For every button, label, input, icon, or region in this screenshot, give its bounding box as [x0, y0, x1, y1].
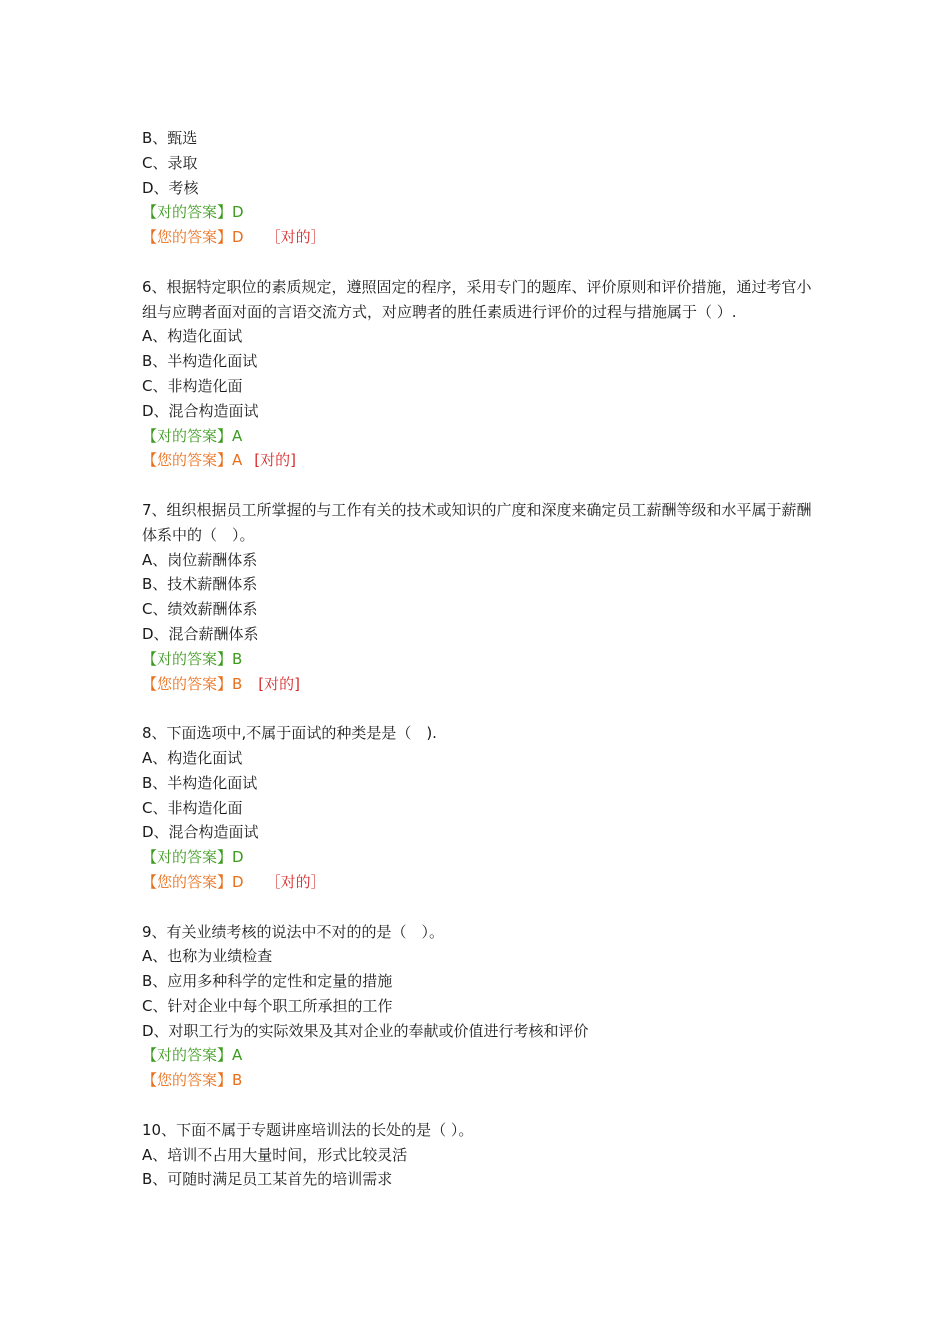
answer-verdict: ［对的］ [265, 228, 326, 247]
your-answer-row [142, 870, 822, 895]
correct-answer: 【对的答案】A [142, 426, 243, 445]
option-a: A、也称为业绩检查 [142, 947, 273, 966]
option-b: B、可随时满足员工某首先的培训需求 [142, 1170, 393, 1189]
option-b: B、半构造化面试 [142, 352, 258, 371]
your-answer: 【您的答案】D [142, 872, 244, 891]
your-answer-row [142, 225, 822, 250]
your-answer-row [142, 672, 822, 697]
option-d: D、混合构造面试 [142, 823, 259, 842]
question-7-block [142, 498, 822, 696]
option-c: C、非构造化面 [142, 798, 243, 817]
your-answer-row [142, 448, 822, 473]
question-6-block [142, 275, 822, 473]
option-d: D、混合构造面试 [142, 401, 259, 420]
question-9-block [142, 920, 822, 1094]
option-b: B、甄选 [142, 129, 198, 147]
question-text: 9、有关业绩考核的说法中不对的的是（ ）。 [142, 922, 445, 941]
option-a: A、岗位薪酬体系 [142, 550, 258, 569]
question-10-block [142, 1118, 822, 1192]
option-d: D、混合薪酬体系 [142, 624, 259, 643]
answer-verdict: [对的] [258, 674, 301, 693]
option-c: C、录取 [142, 153, 198, 172]
question-5-block [142, 126, 822, 250]
question-text: 7、组织根据员工所掌握的与工作有关的技术或知识的广度和深度来确定员工薪酬等级和水平属于薪酬体系中的（ ）。 [142, 500, 812, 544]
your-answer-row [142, 1068, 822, 1093]
option-b: B、技术薪酬体系 [142, 575, 258, 594]
option-a: A、构造化面试 [142, 327, 243, 346]
correct-answer: 【对的答案】A [142, 1046, 243, 1065]
your-answer: 【您的答案】B [142, 674, 243, 693]
option-c: C、针对企业中每个职工所承担的工作 [142, 996, 393, 1015]
option-c: C、绩效薪酬体系 [142, 600, 258, 619]
answer-verdict: ［对的］ [265, 872, 326, 891]
question-8-block [142, 721, 822, 895]
option-c: C、非构造化面 [142, 376, 243, 395]
option-b: B、半构造化面试 [142, 773, 258, 792]
your-answer: 【您的答案】A [142, 451, 243, 470]
your-answer: 【您的答案】D [142, 228, 244, 247]
document-page [142, 126, 822, 1192]
option-d: D、考核 [142, 178, 199, 197]
answer-verdict: [对的] [254, 451, 296, 470]
question-text: 6、根据特定职位的素质规定，遵照固定的程序，采用专门的题库、评价原则和评价措施，通过考官小组与应聘者面对面的言语交流方式，对应聘者的胜任素质进行评价的过程与措施属于（ ）. [142, 277, 812, 321]
question-text: 8、下面选项中,不属于面试的种类是是（ ). [142, 724, 437, 743]
option-b: B、应用多种科学的定性和定量的措施 [142, 972, 393, 991]
correct-answer: 【对的答案】B [142, 649, 243, 668]
correct-answer: 【对的答案】D [142, 848, 244, 867]
option-a: A、构造化面试 [142, 748, 243, 767]
correct-answer: 【对的答案】D [142, 203, 244, 222]
question-text: 10、下面不属于专题讲座培训法的长处的是（ ）。 [142, 1120, 474, 1139]
option-a: A、培训不占用大量时间，形式比较灵活 [142, 1145, 408, 1164]
your-answer: 【您的答案】B [142, 1071, 243, 1090]
option-d: D、对职工行为的实际效果及其对企业的奉献或价值进行考核和评价 [142, 1021, 589, 1040]
